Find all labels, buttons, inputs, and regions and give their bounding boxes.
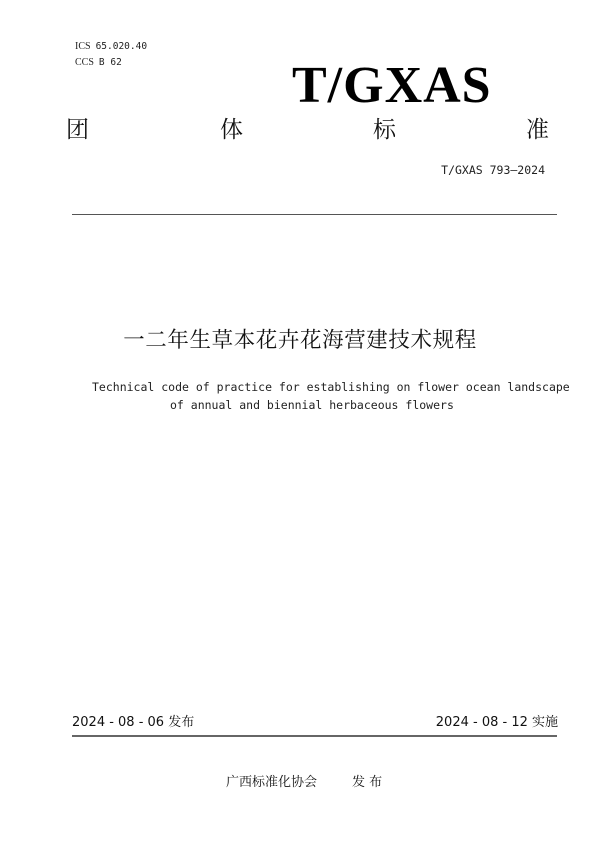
header-divider bbox=[72, 214, 557, 215]
document-title-chinese: 一二年生草本花卉花海营建技术规程 bbox=[123, 328, 477, 353]
standard-number: T/GXAS 793—2024 bbox=[441, 163, 545, 177]
publisher-organization: 广西标准化协会 bbox=[226, 775, 318, 790]
standard-logo: T/GXAS bbox=[292, 57, 492, 114]
ics-label: ICS bbox=[75, 41, 91, 52]
ccs-value: B 62 bbox=[98, 57, 122, 68]
footer-divider bbox=[72, 735, 557, 737]
category-char-1: 团 bbox=[66, 117, 89, 143]
category-char-3: 标 bbox=[373, 117, 396, 143]
ics-value: 65.020.40 bbox=[95, 41, 148, 52]
category-char-4: 准 bbox=[526, 117, 549, 143]
document-title-english-line2: of annual and biennial herbaceous flowers bbox=[170, 398, 454, 412]
publisher-action: 发 布 bbox=[352, 775, 383, 790]
ccs-label: CCS bbox=[75, 57, 94, 68]
category-char-2: 体 bbox=[220, 117, 243, 143]
publish-date: 2024 - 08 - 06 发布 bbox=[72, 715, 195, 730]
ccs-code bbox=[70, 45, 122, 69]
document-title-english-line1: Technical code of practice for establishing on flower ocean landscape bbox=[92, 380, 570, 394]
implement-date: 2024 - 08 - 12 实施 bbox=[435, 715, 558, 730]
